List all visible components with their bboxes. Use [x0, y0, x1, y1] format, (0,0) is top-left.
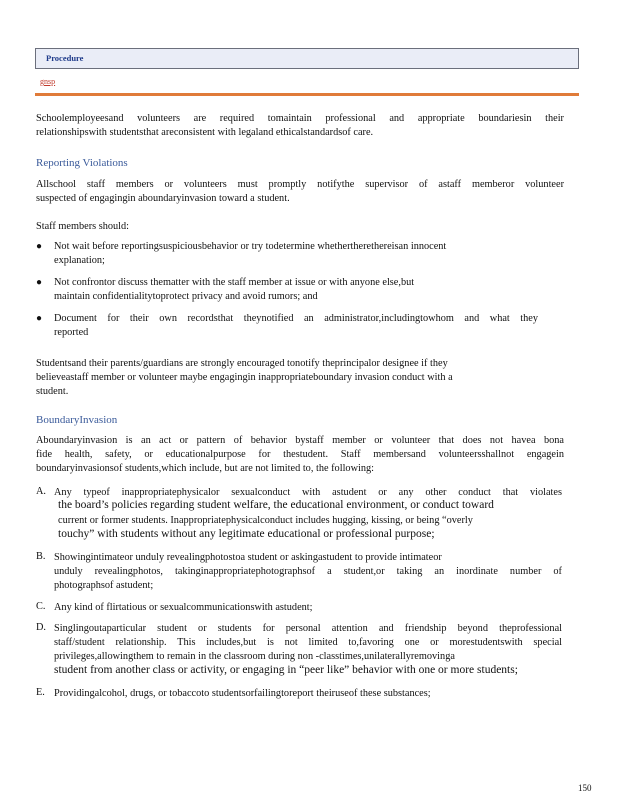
boundary-line-1: Aboundaryinvasion is an act or pattern of behavior bystaff member or volunteer that does not havea bona — [36, 435, 564, 446]
list-a-line-4: touchy” with students without any legitimate educational or professional purpose; — [58, 528, 435, 540]
list-a-line-1: Any typeof inappropriatephysicalor sexualconduct with astudent or any other conduct that violates — [54, 487, 562, 498]
bullet-icon: ● — [36, 313, 43, 324]
intro-line-2: relationshipswith studentsthat areconsistent with legaland ethicalstandardsof care. — [36, 127, 374, 138]
procedure-subtitle: gnsp — [40, 77, 56, 86]
bullet-icon: ● — [36, 277, 43, 288]
list-d-line-3: privileges,allowingthem to remain in the classroom during non -classtimes,unilaterallyremovinga — [54, 651, 455, 662]
boundary-invasion-heading: BoundaryInvasion — [36, 414, 118, 426]
orange-divider — [35, 93, 579, 96]
list-a-line-3: current or former students. Inappropriatephysicalconduct includes hugging, kissing, or being “overly — [58, 515, 473, 526]
list-c-line-1: Any kind of flirtatious or sexualcommunicationswith astudent; — [54, 602, 313, 613]
list-b-line-3: photographsof astudent; — [54, 580, 154, 591]
parents-line-3: student. — [36, 386, 69, 397]
bullet-2-line-2: maintain confidentialitytoprotect privacy and avoid rumors; and — [54, 291, 318, 302]
list-d-line-1: Singlingoutaparticular student or students for personal attention and friendship beyond theprofessional — [54, 623, 562, 634]
reporting-line-1: Allschool staff members or volunteers must promptly notifythe supervisor of astaff memberor volunteer — [36, 179, 564, 190]
reporting-violations-heading: Reporting Violations — [36, 157, 128, 169]
boundary-line-3: boundaryinvasionsof students,which include, but are not limited to, the following: — [36, 463, 375, 474]
parents-line-2: believeastaff member or volunteer maybe engagingin inappropriateboundary invasion conduct with a — [36, 372, 453, 383]
list-b-line-2: unduly revealingphotos, takinginappropriatephotographsof a student,or taking an inordinate number of — [54, 566, 562, 577]
list-label-e: E. — [36, 687, 45, 698]
list-d-line-2: staff/student relationship. This includes,but is not limited to,favoring one or morestudentswith special — [54, 637, 562, 648]
list-a-line-2: the board’s policies regarding student welfare, the educational environment, or conduct toward — [58, 499, 494, 511]
procedure-title: Procedure — [46, 53, 84, 63]
parents-line-1: Studentsand their parents/guardians are strongly encouraged tonotify theprincipalor designee if they — [36, 358, 448, 369]
boundary-line-2: fide health, safety, or educationalpurpose for thestudent. Staff membersand volunteersshallnot engagein — [36, 449, 564, 460]
list-b-line-1: Showingintimateor unduly revealingphotostoa student or askingastudent to provide intimateor — [54, 552, 442, 563]
intro-line-1: Schoolemployeesand volunteers are required tomaintain professional and appropriate boundariesin their — [36, 113, 564, 124]
list-label-c: C. — [36, 601, 46, 612]
bullet-1-line-1: Not wait before reportingsuspiciousbehavior or try todetermine whethertherethereisan innocent — [54, 241, 447, 252]
list-label-b: B. — [36, 551, 46, 562]
bullet-3-line-2: reported — [54, 327, 89, 338]
list-label-d: D. — [36, 622, 47, 633]
bullet-3-line-1: Document for their own recordsthat theynotified an administrator,includingtowhom and what they — [54, 313, 538, 324]
bullet-icon: ● — [36, 241, 43, 252]
list-label-a: A. — [36, 486, 47, 497]
reporting-line-2: suspected of engagingin aboundaryinvasion toward a student. — [36, 193, 290, 204]
list-d-line-4: student from another class or activity, or engaging in “peer like” behavior with one or more students; — [54, 664, 518, 676]
bullet-2-line-1: Not confrontor discuss thematter with the staff member at issue or with anyone else,but — [54, 277, 415, 288]
page-number: 150 — [578, 783, 592, 793]
procedure-header-box — [35, 48, 579, 69]
staff-should-intro: Staff members should: — [36, 221, 130, 232]
bullet-1-line-2: explanation; — [54, 255, 105, 266]
list-e-line-1: Providingalcohol, drugs, or tobaccoto studentsorfailingtoreport theiruseof these substances; — [54, 688, 431, 699]
